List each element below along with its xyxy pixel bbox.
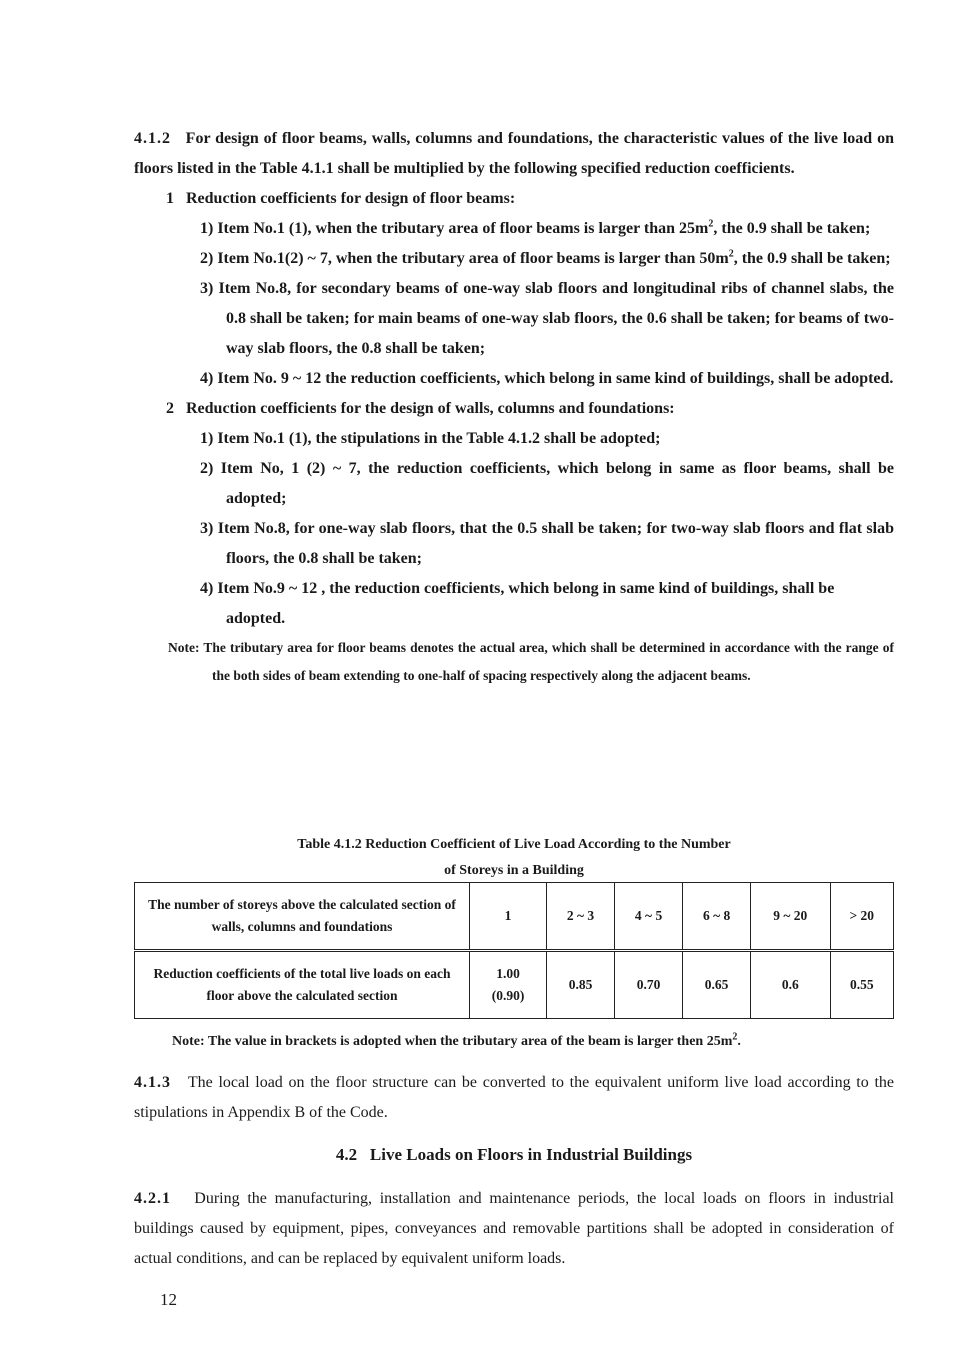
- clause-note: [134, 634, 894, 690]
- caption-line-2: of Storeys in a Building: [444, 863, 584, 878]
- section-heading: [134, 1140, 894, 1170]
- sub-text: Item No. 9 ~ 12 the reduction coefficients, which belong in same kind of buildings, shall be adopted.: [217, 370, 894, 387]
- clause-text: For design of floor beams, walls, columns and foundations, the characteristic values of the live load on floors listed in the Table 4.1.1 shall be multiplied by the following specified reduction coefficients.: [134, 130, 894, 177]
- clause-number: 4.1.2: [134, 130, 171, 147]
- storeys-cell: 4 ~ 5: [615, 883, 683, 951]
- table-caption: [134, 832, 894, 884]
- coefficient-cell: [470, 951, 547, 1019]
- item-2-title: [134, 394, 894, 424]
- sub-number: 3): [200, 280, 214, 297]
- reduction-coefficient-table: [134, 882, 894, 1019]
- sub-text-end: , the 0.9 shall be taken;: [713, 220, 871, 237]
- item-1-sub-3: [134, 274, 894, 364]
- sub-number: 3): [200, 520, 214, 537]
- sub-number: 4): [200, 580, 214, 597]
- item-1-sub-2: [134, 244, 894, 274]
- sub-number: 2): [200, 250, 214, 267]
- storeys-cell: 9 ~ 20: [751, 883, 830, 951]
- storeys-header-cell: The number of storeys above the calculated section of walls, columns and foundations: [135, 883, 470, 951]
- sub-text: Item No.9 ~ 12 , the reduction coefficients, which belong in same kind of buildings, shall be adopted.: [217, 580, 835, 627]
- sub-number: 1): [200, 220, 214, 237]
- coefficient-cell: 0.55: [830, 951, 893, 1019]
- coefficient-cell: 0.6: [751, 951, 830, 1019]
- section-number: 4.2: [335, 1145, 358, 1164]
- storeys-cell: 6 ~ 8: [683, 883, 751, 951]
- note-text: The tributary area for floor beams denotes the actual area, which shall be determined in accordance with the range of the both sides of beam extending to one-half of spacing respectively along the adjacent beams.: [203, 640, 894, 683]
- clause-4-2-1-text: [134, 1184, 894, 1274]
- table-row: [135, 883, 894, 951]
- coefficient-bracket-value: (0.90): [491, 988, 525, 1003]
- item-2-sub-3: [134, 514, 894, 574]
- superscript: 2: [708, 218, 714, 230]
- clause-number: 4.2.1: [134, 1190, 171, 1207]
- caption-line-1: Table 4.1.2 Reduction Coefficient of Live Load According to the Number: [297, 837, 731, 852]
- sub-number: 1): [200, 430, 214, 447]
- clause-text: The local load on the floor structure can be converted to the equivalent uniform live load according to the stipulations in Appendix B of the Code.: [134, 1074, 895, 1121]
- coefficient-value: 1.00: [496, 966, 520, 981]
- item-number: 2: [166, 400, 174, 417]
- note-text-end: .: [737, 1034, 741, 1049]
- sub-number: 4): [200, 370, 214, 387]
- clause-number: 4.1.3: [134, 1074, 171, 1091]
- coefficient-cell: 0.70: [615, 951, 683, 1019]
- item-2-sub-4: [134, 574, 894, 634]
- clause-4-2-1: [134, 1184, 894, 1274]
- sub-text: Item No.1(2) ~ 7, when the tributary area of floor beams is larger than 50m: [217, 250, 729, 267]
- note-text: The value in brackets is adopted when the tributary area of the beam is larger then 25m: [207, 1034, 733, 1049]
- clause-4-1-3-text: [134, 1068, 894, 1128]
- item-title: Reduction coefficients for the design of walls, columns and foundations:: [186, 400, 675, 417]
- sub-text-end: , the 0.9 shall be taken;: [733, 250, 891, 267]
- coefficient-header-cell: Reduction coefficients of the total live loads on each floor above the calculated section: [135, 951, 470, 1019]
- item-2-sub-2: [134, 454, 894, 514]
- table-note: [172, 1030, 741, 1054]
- note-label: Note:: [172, 1034, 205, 1049]
- item-1-sub-1: [134, 214, 894, 244]
- item-2-sub-1: [134, 424, 894, 454]
- clause-4-1-2-intro: [134, 124, 894, 184]
- storeys-cell: 2 ~ 3: [547, 883, 615, 951]
- item-title: Reduction coefficients for design of floor beams:: [186, 190, 516, 207]
- superscript: 2: [728, 248, 734, 260]
- storeys-cell: > 20: [830, 883, 893, 951]
- storeys-cell: 1: [470, 883, 547, 951]
- note-label: Note:: [168, 640, 200, 655]
- item-number: 1: [166, 190, 174, 207]
- sub-text: Item No.8, for one-way slab floors, that the 0.5 shall be taken; for two-way slab floors and flat slab floors, the 0.8 shall be taken;: [217, 520, 895, 567]
- sub-number: 2): [200, 460, 214, 477]
- page-number: 12: [160, 1290, 177, 1309]
- sub-text: Item No, 1 (2) ~ 7, the reduction coefficients, which belong in same as floor beams, shall be adopted;: [220, 460, 895, 507]
- superscript: 2: [732, 1031, 738, 1043]
- clause-4-1-3: [134, 1068, 894, 1128]
- sub-text: Item No.8, for secondary beams of one-way slab floors and longitudinal ribs of channel slabs, the 0.8 shall be taken; for main beams of one-way slab floors, the 0.6 shall be taken; for beams of two-way slab floors, the 0.8 shall be taken;: [218, 280, 894, 357]
- item-1-sub-4: [134, 364, 894, 394]
- coefficient-cell: 0.85: [547, 951, 615, 1019]
- item-1-title: [134, 184, 894, 214]
- clause-text: During the manufacturing, installation and maintenance periods, the local loads on floors in industrial buildings caused by equipment, pipes, conveyances and removable partitions shall be adopted in consideration of actual conditions, and can be replaced by equivalent uniform loads.: [134, 1190, 894, 1267]
- table-row: [135, 951, 894, 1019]
- sub-text: Item No.1 (1), when the tributary area of floor beams is larger than 25m: [217, 220, 709, 237]
- section-title: Live Loads on Floors in Industrial Buildings: [369, 1145, 693, 1164]
- sub-text: Item No.1 (1), the stipulations in the Table 4.1.2 shall be adopted;: [217, 430, 661, 447]
- coefficient-cell: 0.65: [683, 951, 751, 1019]
- clause-4-1-2: [134, 124, 894, 690]
